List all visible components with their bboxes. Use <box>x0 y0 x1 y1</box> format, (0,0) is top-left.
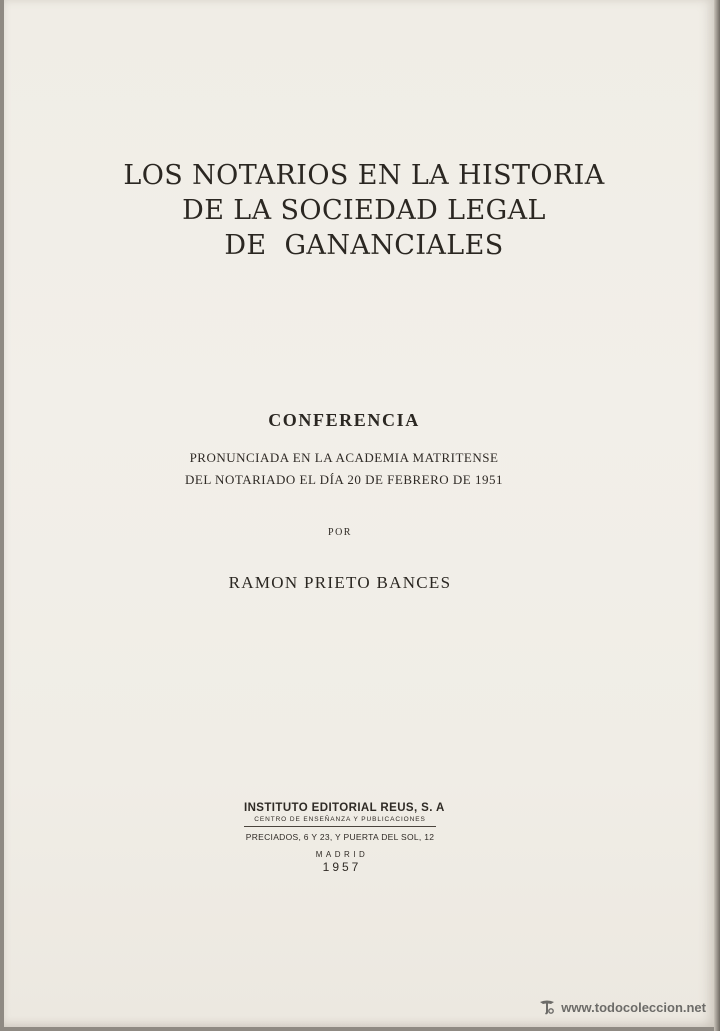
por-label: POR <box>328 527 352 538</box>
watermark-text: www.todocoleccion.net <box>561 999 706 1015</box>
publisher-city: MADRID <box>315 850 369 859</box>
lecture-year: 1951 <box>475 472 503 487</box>
site-watermark <box>538 998 706 1016</box>
publication-year: 1957 <box>322 860 362 874</box>
lecture-line-2 <box>4 469 684 491</box>
publisher-address: PRECIADOS, 6 Y 23, Y PUERTA DEL SOL, 12 <box>245 832 435 842</box>
publisher-block <box>244 802 445 874</box>
lecture-rest-n: OTARIADO EL DÍA <box>224 472 348 487</box>
todocoleccion-logo-icon <box>538 998 556 1016</box>
lecture-line-2-lead: DEL <box>185 472 216 487</box>
conferencia-heading: CONFERENCIA <box>268 410 420 430</box>
lecture-cap-a: A <box>335 450 346 465</box>
lecture-details <box>4 447 684 491</box>
page-edge-shadow <box>714 0 720 1031</box>
title-line-2: DE LA SOCIEDAD LEGAL <box>182 195 546 226</box>
lecture-cap-n: N <box>215 472 225 487</box>
lecture-day: 20 <box>347 472 362 487</box>
lecture-line-1-lead: PRONUNCIADA EN LA <box>189 450 336 465</box>
lecture-rest-a: CADEMIA <box>345 450 413 465</box>
title-line-3: DE GANANCIALES <box>224 230 504 261</box>
lecture-mid: DE FEBRERO DE <box>361 472 475 487</box>
lecture-line-1 <box>4 447 684 469</box>
title-line-1: LOS NOTARIOS EN LA HISTORIA <box>123 160 605 191</box>
lecture-cap-m: M <box>412 450 425 465</box>
publisher-name: INSTITUTO EDITORIAL REUS, S. A <box>244 802 445 814</box>
lecture-rest-m: ATRITENSE <box>424 450 499 465</box>
book-cover-page <box>4 0 714 1027</box>
book-title <box>4 158 720 263</box>
author-name: RAMON PRIETO BANCES <box>228 573 452 592</box>
publisher-subtitle: CENTRO DE ENSEÑANZA Y PUBLICACIONES <box>244 816 436 827</box>
